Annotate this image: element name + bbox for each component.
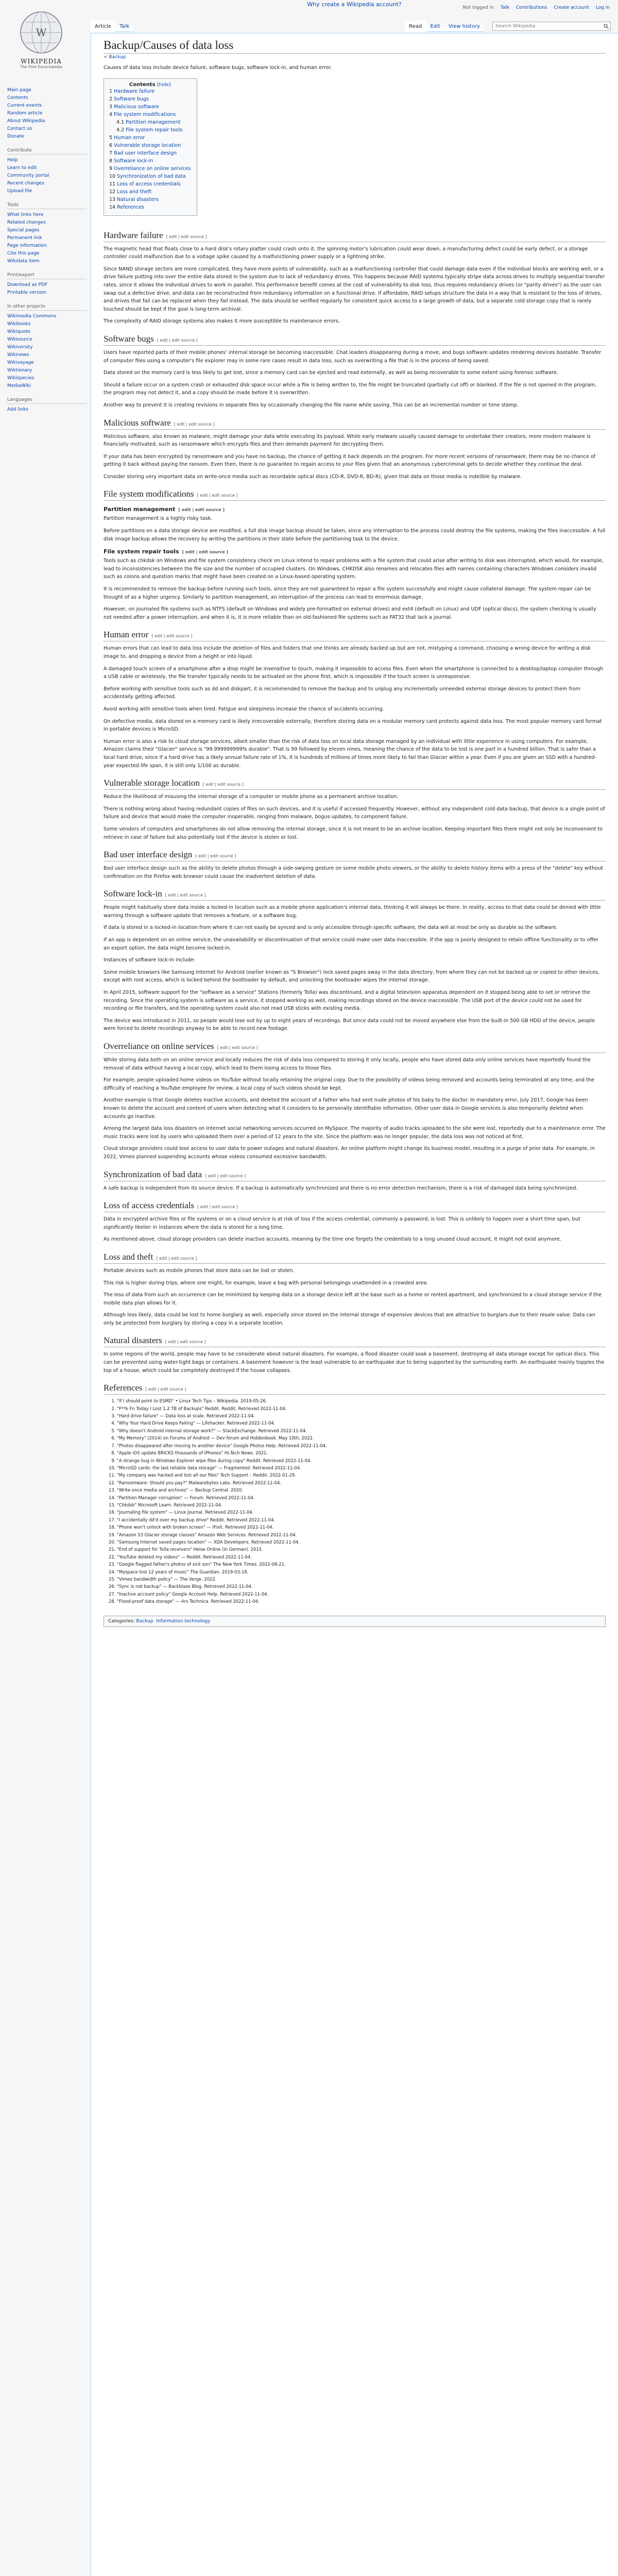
reference-item: 2. "F**k Fn Today I Lost 1.2 TB of Backups" Reddit. Reddit. Retrieved 2022-11-04.: [117, 1405, 606, 1412]
toc-text: References: [117, 204, 144, 210]
toc-text: Vulnerable storage location: [114, 142, 181, 148]
sidebar-tool-link[interactable]: Related changes: [7, 220, 46, 225]
sidebar-tool-link[interactable]: Special pages: [7, 228, 40, 233]
section-heading: [104, 334, 606, 346]
section-title: Partition management: [104, 506, 176, 513]
toc-number: 9: [109, 165, 113, 172]
section-title: Bad user interface design: [104, 850, 193, 860]
main-content: [91, 33, 618, 2576]
sidebar-nav-link[interactable]: Contact us: [7, 126, 32, 131]
sidebar-nav-link[interactable]: Donate: [7, 134, 24, 139]
section-heading: [104, 506, 606, 513]
breadcrumb: [104, 55, 606, 60]
toc-title-label: Contents: [129, 81, 156, 88]
sidebar-project-link[interactable]: Wikimedia Commons: [7, 314, 57, 319]
toc-item[interactable]: [109, 103, 191, 111]
section-heading: [104, 1252, 606, 1264]
section-title: Software lock-in: [104, 889, 162, 899]
toc-number: 4: [109, 111, 113, 117]
toc-number: 5: [109, 134, 113, 141]
edit-section-link[interactable]: [ edit | edit source ]: [165, 1340, 206, 1345]
references-heading: [104, 1383, 606, 1395]
reference-item: 14. "Partition Manager corruption" — Forum. Retrieved 2022-11-04.: [117, 1495, 606, 1501]
paragraph: This risk is higher during trips, where one might, for example, leave a bag with personal belongings unattended in a crowded area.: [104, 1280, 428, 1286]
references-title: References: [104, 1383, 143, 1393]
toc-item[interactable]: [109, 157, 191, 165]
sidebar-project-link[interactable]: Wikibooks: [7, 321, 31, 327]
reference-item: 20. "Samsung Internet saved pages location" — XDA Developers. Retrieved 2022-11-04.: [117, 1539, 606, 1546]
paragraph: Bad user interface design such as the ability to delete photos through a side-swiping gesture on some mobile photo viewers, or the ability to delete history items with a press of the "delete" key without confirmation on the Firefox web browser could cause the inadvertent deletion of data.: [104, 866, 603, 879]
section-heading: [104, 418, 606, 430]
reference-item: 23. "Google flagged father's photos of sick son" The New York Times. 2022-08-21.: [117, 1561, 606, 1568]
paragraph: As mentioned above, cloud storage providers can delete inactive accounts, meaning by the time one forgets the credentials to a long unused cloud account, it might not exist anymore.: [104, 1236, 561, 1243]
category-link[interactable]: Information technology: [156, 1618, 211, 1624]
site-wordmark: WIKIPEDIA: [21, 58, 62, 65]
paragraph: Instances of software lock-in include:: [104, 957, 196, 963]
toc-text: Overreliance on online services: [114, 165, 191, 172]
reference-item: 24. "Myspace lost 12 years of music" The Guardian. 2019-03-18.: [117, 1569, 606, 1575]
section-title: Malicious software: [104, 417, 171, 428]
tab-read[interactable]: Read: [405, 21, 426, 32]
personal-tools: [458, 5, 610, 10]
reference-item: 22. "YouTube deleted my videos" — Reddit. Retrieved 2022-11-04.: [117, 1554, 606, 1561]
toc-item[interactable]: [109, 126, 191, 134]
section-title: Overreliance on online services: [104, 1041, 214, 1051]
toc-title: [109, 82, 191, 88]
categories-label: Categories:: [108, 1618, 135, 1624]
print-portal: [7, 273, 91, 297]
toc-number: 12: [109, 189, 116, 195]
sidebar-project-link[interactable]: Wikispecies: [7, 376, 35, 381]
paragraph: The complexity of RAID storage systems also makes it more susceptible to maintenance errors.: [104, 318, 340, 325]
paragraph: A damaged touch screen of a smartphone after a drop might be insensitive to touch, making it impossible to access files. Even when the smartphone is connected to a desktop/laptop computer through a USB cable or wirelessly, the file transfer typically needs to be activated on the phone first, which is impossible if the touch screen is unresponsive.: [104, 666, 604, 680]
sidebar-contribute-link[interactable]: Help: [7, 158, 18, 163]
section-heading: [104, 1041, 606, 1053]
toc-text: Bad user interface design: [114, 150, 177, 156]
tab-edit[interactable]: Edit: [426, 21, 444, 32]
sidebar-tool-link[interactable]: Permanent link: [7, 235, 42, 241]
reference-item: 21. "End of support for Tolla receivers" Heise Online (in German). 2015.: [117, 1546, 606, 1553]
edit-section-link[interactable]: [ edit | edit source ]: [174, 421, 215, 427]
breadcrumb-parent-link[interactable]: Backup: [109, 55, 126, 60]
reference-item: 11. "My company was hacked and lost all our files" Tech Support – Reddit. 2022-01-29.: [117, 1472, 606, 1479]
category-links: [104, 1616, 606, 1627]
portal-heading: Contribute: [7, 148, 87, 155]
sidebar: [0, 0, 91, 421]
toc-hide-toggle[interactable]: [hide]: [157, 82, 171, 88]
paragraph: Since NAND storage sectors are more complicated, they have more points of vulnerability, such as a malfunctioning controller that could damage data even if the individual blocks are working well, or a drive failure putting into over the entire data stored in the system due to lack of redundancy drives. This happens because RAID systems typically stripe data across drives to multiply sequential transfer rates, since it allows the individual drives to work in parallel. This performance benefit comes at the cost of vulnerability to disk loss, thus requires redundancy drives (or "parity drives") as the user can swap out a defective drive, and data can be reconstructed from redundancy information on a functional drive. If affordable, RAID setups structure the data in a way that is resistant to the loss of drives, and drives that fail can be replaced when they fail instead. The data should be verified regularly for consistent quick access to a large growth of data, but a separate cold storage copy that is rarely touched should be kept if the goal is long-term archival.: [104, 266, 605, 312]
toc-number: 6: [109, 142, 113, 148]
paragraph: It is recommended to remove the backup before running such tools, since they are not guaranteed to repair a file system successfully and might cause collateral damage. The system repair can be thought of as a higher urgency. Similarly to partition management, an interruption of the process can lead to enormous damage.: [104, 586, 591, 600]
paragraph: Some mobile browsers like Samsung Internet for Android (earlier known as "S Browser") lock saved pages away in the data directory, from where they can not be backed up or copied to other devices, except with root access, which is locked behind the bootloader by default, and unlocking the bootloader wipes the internal storage.: [104, 969, 600, 984]
reference-item: 1. "If I should point to ESMD" • Linux Tech Tips – Wikipedia. 2019-05-26.: [117, 1398, 606, 1404]
section-title: Loss and theft: [104, 1251, 153, 1262]
sidebar-project-link[interactable]: Wikiquote: [7, 329, 30, 334]
sidebar-print-link[interactable]: Download as PDF: [7, 282, 48, 287]
toc-item[interactable]: [109, 118, 191, 126]
edit-section-link[interactable]: [ edit | edit source ]: [166, 234, 207, 239]
section-title: Hardware failure: [104, 230, 163, 240]
section-heading: [104, 889, 606, 901]
paragraph: Cloud storage providers could lose access to user data to power outages and natural disasters. An online platform might change its business model, resulting in a purge of prior data. For example, in 2022, Vimeo planned suspending accounts whose videos consumed excessive bandwidth.: [104, 1146, 595, 1160]
sidebar-project-link[interactable]: Wikivoyage: [7, 360, 34, 365]
toc-text: Human error: [114, 134, 145, 141]
login-link[interactable]: Log in: [595, 5, 610, 10]
paragraph: Human errors that can lead to data loss include the deletion of files and folders that one thinks are already backed up but are not, mistyping a command, choosing a wrong device for writing a disk image to, and dropping a device from a height or into liquid.: [104, 646, 591, 659]
lead-paragraph: Causes of data loss include device failure, software bugs, software lock-in, and human error.: [104, 65, 332, 71]
toc-number: 1: [109, 88, 113, 94]
section-title: Software bugs: [104, 333, 154, 344]
paragraph: Data in encrypted archive files or file systems or on a cloud service is at risk of loss if the access credential, commonly a password, is lost. This is unlikely to happen over a short time span, but significantly likelier in instances where the data is stored for a long time.: [104, 1216, 580, 1230]
edit-section-link[interactable]: [ edit | edit source ]: [145, 1387, 186, 1392]
paragraph: Consider storing very important data on write-once media such as recordable optical discs (CD-R, DVD-R, BD-R), given that data on those media is indelible by malware.: [104, 473, 522, 480]
toc-number: 7: [109, 150, 113, 156]
paragraph: Before partitions on a data storage device are modified, a full disk image backup should be taken, since any interruption to the process could destroy the file systems, making the files inaccessible. A full disk image backup allows the recovery by writing the partitions in their state before the partitioning task to the device.: [104, 528, 606, 542]
contribute-portal: [7, 148, 91, 195]
paragraph: Tools such as chkdsk on Windows and file system consistency check on Linux intend to repair problems with a file system that could arise after writing to disk was interrupted, which would, for example, lead to inconsistencies between the file size and the number of occupied clusters. On Windows, CHKDSK also renames and relocates files with names containing characters Windows considers invalid such as colons and question marks that might have been created on a Linux-based operating system.: [104, 558, 604, 580]
category-link[interactable]: Backup: [136, 1618, 153, 1624]
section-heading: [104, 1200, 606, 1212]
other-projects-portal: [7, 304, 91, 390]
toc-item[interactable]: [109, 180, 191, 188]
reference-item: 25. "Vimeo bandwidth policy" — The Verge. 2022.: [117, 1576, 606, 1583]
breadcrumb-prefix: <: [104, 55, 109, 60]
sidebar-contribute-link[interactable]: Learn to edit: [7, 165, 37, 171]
toc-item[interactable]: [109, 196, 191, 204]
section-heading: [104, 850, 606, 861]
toc-number: 10: [109, 173, 116, 179]
toc-text: Loss and theft: [117, 189, 152, 195]
section-title: Natural disasters: [104, 1335, 162, 1346]
toc-item[interactable]: [109, 165, 191, 173]
paragraph: Some vendors of computers and smartphones do not allow removing the internal storage, since it is not meant to be an archive location. Keeping important files there might not only be inconvenient to retrieve in case of failure but also potentially lost if the device is stolen or lost.: [104, 826, 603, 840]
reference-item: 4. "Why Your Hard Drive Keeps Failing" — Lifehacker. Retrieved 2022-11-04.: [117, 1420, 606, 1427]
paragraph: Malicious software, also known as malware, might damage your data while executing its payload. While early malware usually caused damage to undertake their creators, more modern malware is financially motivated, such as ransomware which encrypts files and then demands payment for decrypting them.: [104, 433, 591, 448]
section-title: Loss of access credentials: [104, 1200, 195, 1211]
edit-section-link[interactable]: [ edit | edit source ]: [197, 1205, 238, 1210]
paragraph: A safe backup is independent from its source device. If a backup is automatically synchronized and there is no error detection mechanism, there is a risk of damaged data being synchronized.: [104, 1185, 578, 1191]
create-account-link[interactable]: Create account: [554, 5, 589, 10]
paragraph: In some regions of the world, people may have to be considerate about natural disasters. For example, a flood disaster could soak a basement, destroying all data storage except for optical discs. This can be prevented using water-tight bags or containers. A basement however is the least vulnerable to an earthquake due to being supported by the surrounding earth. An earthquake mainly topples the top of a house, which could be completely destroyed if the house collapses.: [104, 1351, 605, 1374]
paragraph: Data stored on the memory card is less likely to get lost, since a memory card can be ejected and read externally, as well as being recoverable to some extent using forensic software.: [104, 370, 558, 376]
reference-item: 28. "Flood-proof data storage" — Ars Technica. Retrieved 2022-11-04.: [117, 1598, 606, 1605]
edit-section-link[interactable]: [ edit | edit source ]: [151, 634, 193, 639]
sidebar-project-link[interactable]: Wikinews: [7, 352, 29, 358]
reference-item: 7. "Photos disappeared after moving to another device" Google Photos Help. Retrieved 2022-11-04.: [117, 1443, 606, 1449]
toc-item[interactable]: [109, 204, 191, 211]
sidebar-project-link[interactable]: MediaWiki: [7, 383, 31, 388]
tab-history[interactable]: View history: [444, 21, 484, 32]
portal-heading: In other projects: [7, 304, 87, 311]
paragraph: However, on journaled file systems such as NTFS (default on Windows and widely pre-formatted on external drives) and ext4 (default on Linux) and UDF (optical discs), the system checking is usually not needed after a power interruption, and when it is, it is more reliable than on old-fashioned file systems such as FAT32 that lack a journal.: [104, 606, 596, 620]
sidebar-contribute-link[interactable]: Upload file: [7, 189, 32, 194]
toc-item[interactable]: [109, 134, 191, 142]
paragraph: Avoid working with sensitive tools when tired. Fatigue and sleepiness increase the chance of accidents occurring.: [104, 706, 384, 712]
paragraph: Reduce the likelihood of misusing the internal storage of a computer or mobile phone as a permanent archive location.: [104, 794, 399, 800]
paragraph: Another example is that Google deletes inactive accounts, and deleted the account of a father who had sent nude photos of his baby to the doctor. In mandatory error, July 2017, Google has been known to delete the account and content of users when detecting what it considers to be personally identifiable information. Other user data in Google services is also temporarily deleted when accounts go inactive.: [104, 1097, 588, 1120]
reference-item: 6. "My Memory" (2014) on Forums of Android — Dev forum and Hiddenbook. May 10th, 2022.: [117, 1435, 606, 1442]
toc-text: File system repair tools: [126, 127, 183, 133]
section-heading: [104, 230, 606, 242]
section-heading: [104, 1170, 606, 1181]
sidebar-tool-link[interactable]: Page information: [7, 243, 47, 248]
sidebar-nav-link[interactable]: Random article: [7, 111, 43, 116]
sidebar-contribute-link[interactable]: Recent changes: [7, 181, 44, 186]
table-of-contents: [104, 78, 197, 216]
portal-heading: Tools: [7, 202, 87, 209]
paragraph: If your data has been encrypted by ransomware and you have no backup, the chance of getting it back depends on the program. For more recent versions of ransomware, there may be no chance of getting it back without paying the ransom. Even then, there is no guarantee to regain access to your files given that an anonymous cybercriminal gets to decide whether they continue the deal.: [104, 453, 596, 468]
globe-logo-icon: [18, 9, 64, 56]
site-tagline: The Free Encyclopedia: [20, 65, 62, 69]
toc-number: 13: [109, 196, 116, 202]
paragraph: While storing data both on an online service and locally reduces the risk of data loss compared to storing it only locally, people who have stored data only online services have reportedly found the removal of data without having a local copy, which lead to them losing access to those files.: [104, 1057, 591, 1071]
tab-talk[interactable]: Talk: [115, 21, 133, 32]
page-title: Backup/Causes of data loss: [104, 39, 606, 54]
edit-section-link[interactable]: [ edit | edit source ]: [156, 1256, 197, 1261]
toc-item[interactable]: [109, 173, 191, 180]
edit-section-link[interactable]: [ edit | edit source ]: [178, 507, 225, 513]
toc-item[interactable]: [109, 142, 191, 149]
paragraph: In April 2015, software support for the "software as a service" Stations (formerly Tolla) was discontinued, and a digital television apparatus dependent on it stopped being able to set or retrieve the recording. Since the operating system is software as a service, it stopped working as well, making recordings stored on the device inaccessible. The USB port of the device could not be used for recording or file transfers, and the operating system could also not read USB sticks with existing media.: [104, 990, 591, 1012]
paragraph: The device was introduced in 2011, so people would lose out by up to eight years of recordings. But since data could not be moved anywhere else from the built-in 500 GB HDD of the device, people were forced to delete recordings anyway to be able to record new footage.: [104, 1018, 595, 1032]
contributions-link[interactable]: Contributions: [516, 5, 547, 10]
toc-text: Software bugs: [114, 96, 149, 102]
paragraph: People might habitually store data inside a locked-in location such as a mobile phone application's internal data, thinking it will always be there. In reality, access to that data could be denied with little warning through a software update that removes a feature, or a software bug.: [104, 905, 601, 919]
paragraph: Human error is also a risk to cloud storage services, albeit smaller than the risk of data loss on local data storage managed by an individual with little experience in using computers. For example, Amazon claims their "Glacier" service is "99.999999999% durable". That is 99 followed by eleven nines, meaning the chance of the data to be lost is one part in a hundred billion. That is safer than a local hard drive, since if a hard drive has a likely annual failure rate of 1%, it is hundreds of millions of times more likely to fail than Glacier within a year. Even if you are given an SSD with a hundred-year expected life span, it is still only 1/100 as durable.: [104, 738, 596, 769]
paragraph: There is nothing wrong about having redundant copies of files on such devices, and it is useful if accessed frequently. However, without any independent cold data backup, that device is a single point of failure and device that would make the computer inoperable, ranging from malware, bogus updates, to component failure.: [104, 806, 605, 820]
paragraph: The magnetic head that floats close to a hard disk's rotary platter could crash onto it, the spinning motor's lubrication could wear down, a manufacturing defect could be early defect, or a storage controller could malfunction due to a voltage spike caused by a malfunctioning power supply or a lightning strike.: [104, 246, 588, 260]
paragraph: Users have reported parts of their mobile phones' internal storage be becoming inaccessible. Chat leaders disappearing during a move, and bugs software updates rendering devices bootable. Transfer of computer files using a computer's file explorer may in some rare cases result in data loss, such as overwriting a file that is in the process of being saved.: [104, 349, 602, 364]
sidebar-contribute-link[interactable]: Community portal: [7, 173, 49, 178]
reference-item: 15. "Chkdsk" Microsoft Learn. Retrieved 2022-11-04.: [117, 1502, 606, 1509]
paragraph: Although less likely, data could be lost to home burglary as well, especially since stored on the internal storage of expensive devices that are attractive to burglars due to their resale value. Data can only be protected from burglary by storing a copy in a separate location.: [104, 1312, 595, 1326]
svg-text:W: W: [36, 26, 47, 39]
edit-section-link[interactable]: [ edit | edit source ]: [182, 550, 229, 555]
paragraph: On defective media, data stored on a memory card is likely irrecoverable externally, therefore storing data on a modular memory card protects against data loss. The most popular memory card format in portable devices is MicroSD.: [104, 718, 602, 733]
toc-text: File system modifications: [114, 111, 176, 117]
edit-section-link[interactable]: [ edit | edit source ]: [217, 1045, 258, 1050]
paragraph: The loss of data from such an occurrence can be minimized by keeping data on a storage device left at the base such as a home or rented apartment, and synchronized to a cloud storage service if the mobile data plan allows for it.: [104, 1292, 602, 1306]
section-title: Vulnerable storage location: [104, 778, 200, 788]
section-heading: [104, 630, 606, 641]
reference-item: 3. "Hard drive failure" — Data loss at scale. Retrieved 2022-11-04.: [117, 1413, 606, 1419]
section-heading: [104, 489, 606, 501]
toc-text: Malicious software: [114, 104, 159, 110]
toc-number: 4.2: [116, 127, 125, 133]
tools-portal: [7, 202, 91, 265]
sidebar-project-link[interactable]: Wikisource: [7, 337, 32, 342]
portal-heading: Print/export: [7, 273, 87, 279]
paragraph: Another way to prevent it is creating revisions in separate files by occasionally changing the file name while saving. This can be an incremental number or time stamp.: [104, 402, 519, 408]
nav-portal: [7, 87, 91, 141]
languages-portal: [7, 397, 91, 414]
reference-item: 26. "Sync is not backup" — Backblaze Blog. Retrieved 2022-11-04.: [117, 1583, 606, 1590]
section-heading: [104, 778, 606, 790]
toc-number: 4.1: [116, 119, 125, 125]
search-input[interactable]: Search Wikipedia: [492, 22, 611, 31]
sidebar-tool-link[interactable]: Cite this page: [7, 251, 40, 256]
paragraph: Should a failure occur on a system crash or exhausted disk space occur while a file is being written to, the file might be truncated (partially cut off) or blanked. If the file is not opened in the program, the program may not detect it, and a copy should be made before it is overwritten.: [104, 382, 597, 396]
toc-number: 11: [109, 181, 116, 187]
site-logo[interactable]: [0, 6, 82, 83]
reference-item: 10. "MicroSD cards: the last reliable data storage" — Fragmented. Retrieved 2022-11-04.: [117, 1465, 606, 1471]
sidebar-project-link[interactable]: Wikiversity: [7, 345, 33, 350]
toc-text: Software lock-in: [114, 158, 153, 164]
section-heading: [104, 1335, 606, 1347]
toc-number: 2: [109, 96, 113, 102]
paragraph: For example, people uploaded home videos on YouTube without locally retaining the original copy. Due to the possibility of videos being removed and accounts being terminated at any time, and the difficulty of reaching a YouTube employee for review, a local copy of such videos should be kept.: [104, 1077, 594, 1091]
talk-link[interactable]: Talk: [500, 5, 510, 10]
section-heading: [104, 548, 606, 555]
sidebar-print-link[interactable]: Printable version: [7, 290, 46, 295]
paragraph: Partition management is a highly risky task.: [104, 516, 213, 522]
paragraph: Portable devices such as mobile phones that store data can be lost or stolen.: [104, 1267, 295, 1274]
paragraph: If an app is dependent on an online service, the unavailability or discontinuation of that service could make user data inaccessible. If the app is poorly designed to retain offline functionality or to offer an export option, the data might become locked-in.: [104, 937, 598, 951]
reference-item: 5. "Why doesn't Android internal storage work?" — StackExchange. Retrieved 2022-11-04.: [117, 1428, 606, 1434]
references-list: [104, 1398, 606, 1605]
toc-item[interactable]: [109, 149, 191, 157]
reference-item: 16. "Journaling file system" — Linux Journal. Retrieved 2022-11-04.: [117, 1509, 606, 1516]
toc-item[interactable]: [109, 95, 191, 103]
reference-item: 8. "Apple iOS update BRICKS thousands of iPhones" Hi-Tech News. 2021.: [117, 1450, 606, 1456]
section-title: Human error: [104, 630, 149, 640]
reference-item: 13. "Write-once media and archives" — Backup Central. 2020.: [117, 1487, 606, 1494]
toc-text: Loss of access credentials: [117, 181, 181, 187]
toc-number: 8: [109, 158, 113, 164]
paragraph: Among the largest data loss disasters on Internet social networking services occurred on MySpace. The majority of audio tracks uploaded to the site were lost, reportedly due to a maintenance error. The music tracks were lost by users who uploaded them over a period of 12 years to the site. Since the platform was no longer popular, the data loss was not noticed at first.: [104, 1126, 606, 1140]
tab-article[interactable]: Article: [91, 21, 115, 32]
toc-text: Hardware failure: [114, 88, 154, 94]
not-logged-in-label: Not logged in: [462, 5, 494, 10]
search-icon[interactable]: [604, 24, 609, 29]
toc-number: 3: [109, 104, 113, 110]
section-title: File system modifications: [104, 489, 194, 499]
section-title: File system repair tools: [104, 548, 179, 555]
sidebar-language-link[interactable]: Add links: [7, 407, 28, 412]
sidebar-nav-link[interactable]: Main page: [7, 88, 31, 93]
edit-section-link[interactable]: [ edit | edit source ]: [195, 854, 236, 859]
section-title: Synchronization of bad data: [104, 1169, 202, 1179]
toc-item[interactable]: [109, 88, 191, 95]
site-notice-link[interactable]: Why create a Wikipedia account?: [307, 1, 402, 8]
toc-text: Synchronization of bad data: [117, 173, 186, 179]
sidebar-nav-link[interactable]: Current events: [7, 103, 42, 108]
edit-section-link[interactable]: [ edit | edit source ]: [157, 337, 198, 343]
toc-item[interactable]: [109, 188, 191, 196]
toc-text: Partition management: [126, 119, 181, 125]
edit-section-link[interactable]: [ edit | edit source ]: [197, 493, 238, 498]
reference-item: 9. "A strange bug in Windows Explorer wipe files during copy" Reddit. Retrieved 2022-11-04.: [117, 1458, 606, 1464]
sidebar-tool-link[interactable]: Wikidata item: [7, 259, 40, 264]
sidebar-tool-link[interactable]: What links here: [7, 212, 44, 217]
toc-item[interactable]: [109, 111, 191, 118]
topbar: [91, 0, 618, 21]
paragraph: If data is stored in a locked-in location from where it can not easily be synced and is only accessible through specific software, the data will at most be only as durable as the software.: [104, 925, 558, 931]
portal-heading: Languages: [7, 397, 87, 404]
edit-section-link[interactable]: [ edit | edit source ]: [202, 782, 244, 787]
paragraph: Before working with sensitive tools such as dd and diskpart, it is recommended to remove the backup and to unplug any incrementally unneeded external storage devices to protect them from accidentally getting affected.: [104, 686, 580, 700]
sidebar-nav-link[interactable]: About Wikipedia: [7, 118, 45, 124]
reference-item: 17. "I accidentally dd'd over my backup drive" Reddit. Retrieved 2022-11-04.: [117, 1517, 606, 1523]
reference-item: 18. "Phone won't unlock with broken screen" — iFixit. Retrieved 2022-11-04.: [117, 1524, 606, 1531]
sidebar-nav-link[interactable]: Contents: [7, 95, 28, 100]
toc-number: 14: [109, 204, 116, 210]
reference-item: 19. "Amazon S3 Glacier storage classes" Amazon Web Services. Retrieved 2022-11-04.: [117, 1532, 606, 1538]
reference-item: 27. "Inactive account policy" Google Account Help. Retrieved 2022-11-04.: [117, 1591, 606, 1598]
edit-section-link[interactable]: [ edit | edit source ]: [205, 1173, 246, 1178]
sidebar-project-link[interactable]: Wiktionary: [7, 368, 32, 373]
toc-text: Natural disasters: [117, 196, 159, 202]
reference-item: 12. "Ransomware: Should you pay?" Malwarebytes Labs. Retrieved 2022-11-04.: [117, 1480, 606, 1486]
edit-section-link[interactable]: [ edit | edit source ]: [165, 893, 206, 898]
